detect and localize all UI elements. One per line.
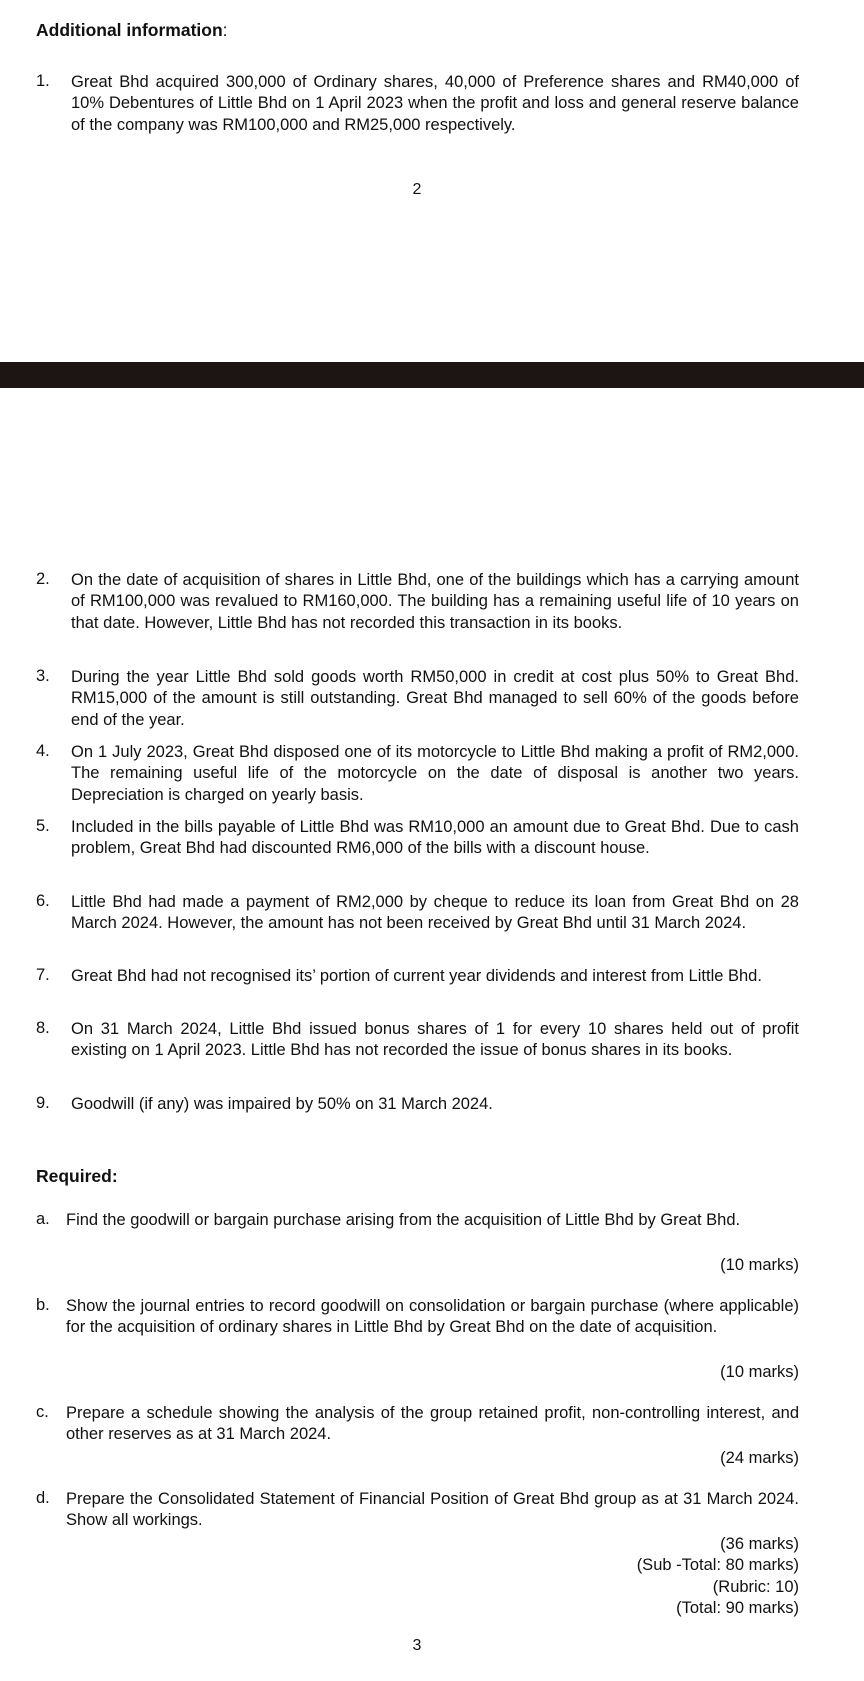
item-text: Great Bhd had not recognised its’ portion of current year dividends and interest from Little Bhd.	[71, 967, 762, 985]
info-item-6	[36, 892, 799, 935]
total-marks: (Total: 90 marks)	[676, 1599, 799, 1618]
info-item-3	[36, 667, 799, 731]
subtotal-marks: (Sub -Total: 80 marks)	[636, 1556, 799, 1575]
required-heading: Required:	[36, 1166, 118, 1186]
required-text: Show the journal entries to record goodwill on consolidation or bargain purchase (where applicable) for the acquisition of ordinary shares in Little Bhd by Great Bhd on the date of acquisition.	[66, 1297, 799, 1337]
info-item-1	[36, 72, 799, 136]
rubric-marks: (Rubric: 10)	[712, 1577, 799, 1596]
item-text: On 31 March 2024, Little Bhd issued bonus shares of 1 for every 10 shares held out of profit existing on 1 April 2023. Little Bhd has not recorded the issue of bonus shares in its books.	[71, 1020, 799, 1060]
item-number: 5.	[36, 817, 50, 835]
item-text: On the date of acquisition of shares in Little Bhd, one of the buildings which has a carrying amount of RM100,000 was revalued to RM160,000. The building has a remaining useful life of 10 years on that date. However, Little Bhd has not recorded this transaction in its books.	[71, 571, 799, 632]
item-text: Little Bhd had made a payment of RM2,000 by cheque to reduce its loan from Great Bhd on 28 March 2024. However, the amount has not been received by Great Bhd until 31 March 2024.	[71, 893, 799, 933]
required-letter: a.	[36, 1210, 50, 1228]
marks-summary	[637, 1534, 799, 1620]
info-item-2	[36, 570, 799, 634]
marks-d: (36 marks)	[720, 1535, 799, 1553]
required-text: Prepare a schedule showing the analysis of the group retained profit, non-controlling interest, and other reserves as at 31 March 2024.	[66, 1404, 799, 1444]
item-text: On 1 July 2023, Great Bhd disposed one of its motorcycle to Little Bhd making a profit of RM2,000. The remaining useful life of the motorcycle on the date of disposal is another two years. Depreciation is charged on yearly basis.	[71, 743, 799, 804]
marks-b: (10 marks)	[720, 1363, 799, 1381]
item-number: 3.	[36, 667, 50, 685]
item-number: 7.	[36, 966, 50, 984]
item-text: Great Bhd acquired 300,000 of Ordinary shares, 40,000 of Preference shares and RM40,000 of 10% Debentures of Little Bhd on 1 April 2023 when the profit and loss and general reserve balance of the company was RM100,000 and RM25,000 respectively.	[71, 73, 799, 134]
marks-a: (10 marks)	[720, 1256, 799, 1274]
section-heading	[36, 20, 228, 41]
item-text: Goodwill (if any) was impaired by 50% on 31 March 2024.	[71, 1095, 493, 1113]
item-number: 8.	[36, 1019, 50, 1037]
required-letter: b.	[36, 1296, 50, 1314]
item-number: 9.	[36, 1094, 50, 1112]
info-item-4	[36, 742, 799, 806]
required-item-c	[36, 1403, 799, 1446]
item-number: 6.	[36, 892, 50, 910]
info-item-7	[36, 966, 799, 987]
item-number: 4.	[36, 742, 50, 760]
required-item-d	[36, 1489, 799, 1532]
item-text: Included in the bills payable of Little Bhd was RM10,000 an amount due to Great Bhd. Due to cash problem, Great Bhd had discounted RM6,000 of the bills with a discount house.	[71, 818, 799, 858]
required-item-a	[36, 1210, 799, 1231]
item-number: 1.	[36, 72, 50, 90]
marks-c: (24 marks)	[720, 1449, 799, 1467]
info-item-8	[36, 1019, 799, 1062]
info-item-9	[36, 1094, 799, 1115]
item-number: 2.	[36, 570, 50, 588]
required-letter: d.	[36, 1489, 50, 1507]
page-divider-band	[0, 362, 864, 388]
page-number: 3	[412, 1637, 422, 1654]
item-text: During the year Little Bhd sold goods worth RM50,000 in credit at cost plus 50% to Great Bhd. RM15,000 of the amount is still outstanding. Great Bhd managed to sell 60% of the goods before end of the year.	[71, 668, 799, 729]
required-item-b	[36, 1296, 799, 1339]
info-item-5	[36, 817, 799, 860]
required-text: Prepare the Consolidated Statement of Financial Position of Great Bhd group as at 31 March 2024. Show all workings.	[66, 1490, 799, 1530]
page-number: 2	[412, 181, 422, 198]
required-letter: c.	[36, 1403, 49, 1421]
required-text: Find the goodwill or bargain purchase arising from the acquisition of Little Bhd by Great Bhd.	[66, 1211, 741, 1229]
section-title: Additional information	[36, 20, 223, 40]
section-title-colon: :	[222, 20, 228, 40]
